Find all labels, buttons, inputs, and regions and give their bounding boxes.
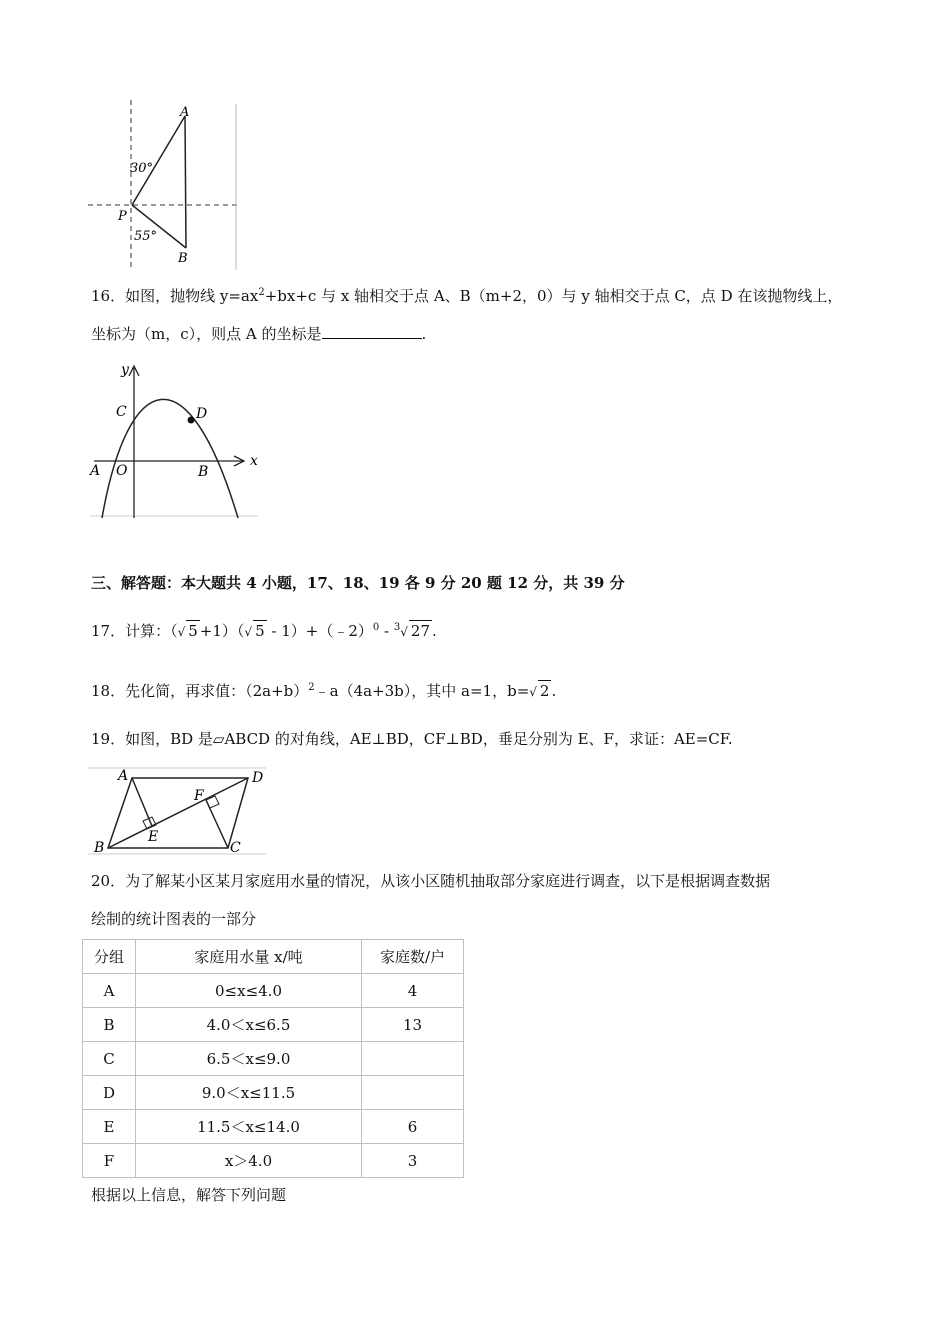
table-cell: 3 xyxy=(362,1144,464,1178)
parabola-label-a: A xyxy=(90,463,101,479)
angle-55-label: 55° xyxy=(134,229,158,244)
q20-line2: 绘制的统计图表的一部分 xyxy=(91,910,257,928)
table-cell: F xyxy=(83,1144,136,1178)
table-row xyxy=(83,1144,464,1178)
table-cell: 0≤x≤4.0 xyxy=(136,974,362,1008)
footer-text: 根据以上信息，解答下列问题 xyxy=(91,1186,287,1204)
q16-line1: 16．如图，抛物线 $y=ax^2+bx+c$ 与 x 轴相交于点 A、B（m+2，0）与 y 轴相交于点 C，点 D 在该抛物线上， xyxy=(91,287,843,305)
table-cell: C xyxy=(83,1042,136,1076)
triangle-figure xyxy=(88,100,240,272)
water-usage-table xyxy=(82,939,464,1178)
triangle-label-a: A xyxy=(180,105,190,120)
parallelogram-figure xyxy=(88,766,268,856)
table-cell xyxy=(362,1076,464,1110)
table-row xyxy=(83,974,464,1008)
section-3-heading: 三、解答题：本大题共 4 小题，17、18、19 各 9 分 20 题 12 分，共 39 分 xyxy=(91,574,625,592)
table-cell: 6.5＜x≤9.0 xyxy=(136,1042,362,1076)
q18: 18．先化简，再求值：$(2a+b)^2﹣a(4a+3b)$，其中 a=1，b=√ 2 . xyxy=(91,682,557,700)
table-cell xyxy=(362,1042,464,1076)
table-cell: D xyxy=(83,1076,136,1110)
triangle-label-p: P xyxy=(118,209,127,224)
table-cell: 4.0＜x≤6.5 xyxy=(136,1008,362,1042)
table-cell: B xyxy=(83,1008,136,1042)
parabola-label-y: y xyxy=(121,362,129,378)
table-cell: 9.0＜x≤11.5 xyxy=(136,1076,362,1110)
para-label-e: E xyxy=(148,829,159,845)
parabola-figure xyxy=(88,360,260,520)
para-label-f: F xyxy=(194,788,204,804)
table-cell: x＞4.0 xyxy=(136,1144,362,1178)
table-cell: 6 xyxy=(362,1110,464,1144)
table-header: 家庭用水量 x/吨 xyxy=(136,940,362,974)
table-row xyxy=(83,1042,464,1076)
table-cell: 4 xyxy=(362,974,464,1008)
answer-blank[interactable] xyxy=(322,324,422,339)
table-row xyxy=(83,1076,464,1110)
table-cell: 11.5＜x≤14.0 xyxy=(136,1110,362,1144)
parabola-label-b: B xyxy=(198,464,209,480)
q17: 17．计算：（√ 5 +1）（√ 5 - 1）+（﹣2）$^0$ - $^3$√ 27 . xyxy=(91,622,437,640)
table-row xyxy=(83,1110,464,1144)
q16-line2: 坐标为（m，c），则点 A 的坐标是 . xyxy=(91,325,427,343)
table-row xyxy=(83,1008,464,1042)
parabola-label-c: C xyxy=(116,404,127,420)
parabola-label-o: O xyxy=(116,463,128,479)
para-label-c: C xyxy=(230,840,241,856)
q19: 19．如图，BD 是▱ABCD 的对角线，AE⊥BD，CF⊥BD，垂足分别为 E、F，求证：AE=CF. xyxy=(91,730,733,748)
table-cell: A xyxy=(83,974,136,1008)
para-label-d: D xyxy=(252,770,264,786)
table-header: 分组 xyxy=(83,940,136,974)
q20-line1: 20．为了解某小区某月家庭用水量的情况，从该小区随机抽取部分家庭进行调查，以下是根据调查数据 xyxy=(91,872,771,890)
triangle-label-b: B xyxy=(178,251,188,266)
parabola-label-d: D xyxy=(196,406,208,422)
table-header: 家庭数/户 xyxy=(362,940,464,974)
table-cell: E xyxy=(83,1110,136,1144)
parabola-label-x: x xyxy=(250,453,258,469)
para-label-a: A xyxy=(118,768,129,784)
table-header-row xyxy=(83,940,464,974)
angle-30-label: 30° xyxy=(130,161,154,176)
table-cell: 13 xyxy=(362,1008,464,1042)
para-label-b: B xyxy=(94,840,105,856)
